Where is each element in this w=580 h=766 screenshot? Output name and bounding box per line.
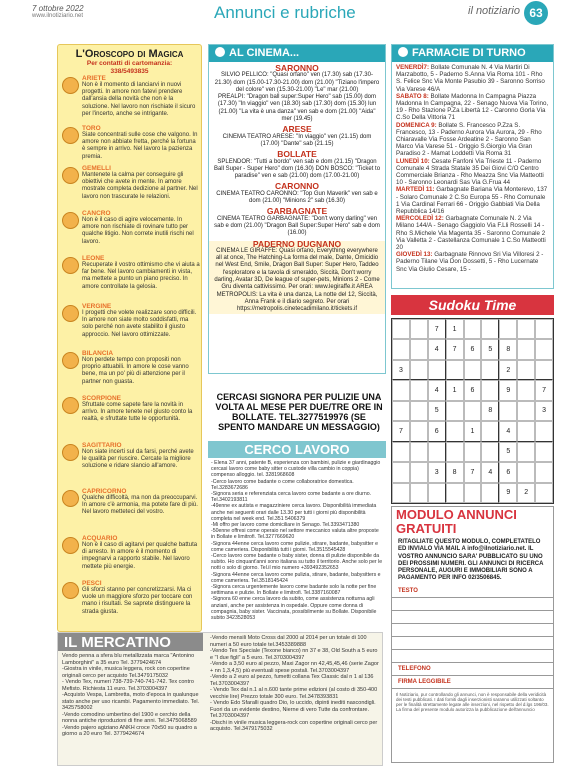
cinema-listing: CINEMA TEATRO GARBAGNATE: "Don't worry darling" ven sab e dom (21.00) "Dragon Ball Super:Super Hero" sab e dom (16.00) [214,215,380,237]
zodiac-icon [62,127,79,144]
sudoku-cell[interactable] [481,421,499,441]
horoscope-contact-phone: 338/5493835 [110,68,149,75]
sudoku-cell[interactable] [535,319,553,339]
cleaning-ad: CERCASI SIGNORA PER PULIZIE UNA VOLTA AL MESE PER DUE/TRE ORE IN BOLLATE. TEL.3277519976 (SE SPENTO MANDARE UN MESSAGGIO) [215,392,383,432]
sudoku-cell[interactable] [517,319,535,339]
horoscope-sign [62,125,200,161]
sudoku-cell[interactable]: 5 [499,442,517,462]
sudoku-cell[interactable]: 9 [499,380,517,400]
sudoku-cell[interactable] [446,401,464,421]
sign-name: TORO [82,125,101,132]
sudoku-cell[interactable]: 5 [428,401,446,421]
sudoku-cell[interactable] [446,442,464,462]
sudoku-cell[interactable]: 5 [481,339,499,359]
text-field-line[interactable] [392,611,553,624]
day-label: SABATO 8: [396,92,429,100]
sign-name: ARIETE [82,75,106,82]
day-pharmacies: Garbagnate Bariana Via Monterevo, 137 - Solaro Comunale 2 C.So Europa 55 - Rho Comunale 1 Via Cardinal Ferrari 66 - Origgio Gabbiati Via Della Repubblica 14/16 [396,186,548,216]
day-pharmacies: Cesate Fanfoni Via Trieste 11 - Paderno Comunale 4 Strada Statale 35 Dei Giovi C/O Centro Commerciale Brianza - Rho Meazza Snc Via Matteotti 10 - Saronno Leonardi Sas Via G.Frua 44 [396,157,544,187]
sign-text: Siate concentrati sulle cose che valgono. In amore non abbiate fretta, perché la fortuna è sempre in arrivo. Nel lavoro la pazienza premia. [82,132,198,160]
horoscope-sign [62,255,200,291]
phone-field-label[interactable]: TELEFONO [392,663,553,676]
sudoku-cell[interactable] [410,319,428,339]
sign-text: Sfruttate come sapete fare la novità in arrivo. In amore tenete nel giusto conto la realtà, e sfruttate tutte le opportunità. [82,402,193,423]
sudoku-cell[interactable] [410,380,428,400]
cinema-block [209,208,385,237]
sudoku-cell[interactable] [464,319,482,339]
marketplace-col-2: -Vendo mensili Moto Cross dal 2000 al 2014 per un totale di 100 numeri a 50 euro totale tel.3453389888 -Vendo Tex Speciale (Texone bianco) nn 37 e 38, Old South a 5 euro e "I due figli" a 5 euro. Tel.3703004397 -Vendo a 3,50 euro al pezzo, Maxi Zagor nn 42,45,45,46 (serie Zagor + nn 1,3,4,5) più eventuali spese postali. Tel.3703004397 -Vendo a 2 euro al pezzo, fumetti collana Tex Classic dal n 1 al 136 Tel.3703004397 - Vendo Tex dal n.1 al n.600 tante prime edizioni (al costo di 350-400 vecchie lire) Prezzo totale 300 euro. Tel.3478393831 - Vendo Edo Sfaralli quadro Dio, lo uccido, dipinti inediti nascondigli. Fuori da un evidente destino, Nierne di vero Tutte da confrontare. Tel.3703004397 -Dischi in vinile musica leggera-rock con copertine originali cerco per acquisto. Tel.3479175032 [210,635,379,732]
sudoku-cell[interactable] [446,421,464,441]
issue-date: 7 ottobre 2022 [32,4,84,13]
pharmacy-day [396,64,549,93]
sudoku-cell[interactable] [535,442,553,462]
sudoku-cell[interactable] [535,360,553,380]
sudoku-cell[interactable] [499,401,517,421]
horoscope-sign [62,535,200,571]
sudoku-cell[interactable]: 4 [499,421,517,441]
horoscope-sign [62,488,200,517]
zodiac-icon [62,352,79,369]
cinema-listing: CINEMA TEATRO CARONNO: "Top Gun Maverik" ven sab e dom (21.00) "Minions 2" sab (16.30) [216,190,378,205]
sign-text: Qualche difficoltà, ma non da preoccuparvi. In amore c'è armonia, ma potete fare di più. Nel lavoro metteteci del vostro. [82,495,198,516]
sudoku-cell[interactable]: 4 [481,462,499,482]
sudoku-cell[interactable]: 7 [428,319,446,339]
day-pharmacies: Bollate Comunale N. 4 Via Martiri Di Marzabotto, 5 - Paderno S.Anna Via Roma 101 - Rho S. Felice Snc Via Monte Pasubio 39 - Saronno Sorriso Via Varese 46/A [396,64,545,93]
sudoku-cell[interactable] [517,401,535,421]
sudoku-cell[interactable] [517,339,535,359]
horoscope-panel [57,44,202,632]
pharmacy-day [396,158,549,187]
horoscope-sign [62,165,200,201]
brand-name: il notiziario [468,5,520,17]
form-instructions: RITAGLIATE QUESTO MODULO, COMPLETATELO ED INVIALO VIA MAIL A info@ilnotiziario.net. IL VOSTRO ANNUNCIO SARA' PUBBLICATO SU UNO DEI PROSSIMI NUMERI. GLI ANNUNCI DI RICERCA PERSONALE, AUGURI E IMMOBILIARI SONO A PAGAMENTO PER INFO 02/3506845. [398,539,544,582]
text-field-line[interactable] [392,598,553,611]
sudoku-cell[interactable]: 6 [499,462,517,482]
sudoku-cell[interactable]: 1 [464,421,482,441]
sudoku-cell[interactable] [392,339,410,359]
marketplace-title: IL MERCATINO [58,633,203,651]
sudoku-cell[interactable]: 2 [517,483,535,503]
sudoku-cell[interactable] [517,360,535,380]
sudoku-cell[interactable] [464,483,482,503]
sudoku-cell[interactable] [392,401,410,421]
sign-text: Gli sforzi stanno per concretizzarsi. Ma ci vuole un maggiore sforzo per toccare con mano i risultati. Se saprete distinguere la strada giusta. [82,587,193,615]
sudoku-cell[interactable]: 6 [428,421,446,441]
sudoku-cell[interactable] [428,483,446,503]
sudoku-cell[interactable] [517,380,535,400]
pharmacy-cross-icon [398,47,408,57]
page-number: 63 [524,1,548,25]
pharmacy-day [396,93,549,122]
sign-text: Non è il momento di lanciarvi in nuovi progetti. In amore non fatevi prendere dall'ansia della novità che non è la soluzione. Nel lavoro non rischiate il sicuro per l'incerto, anche se intrigante. [82,82,196,117]
zodiac-icon [62,167,79,184]
sudoku-cell[interactable] [517,442,535,462]
sign-text: I progetti che volete realizzare sono difficili. In amore non siate molto soddisfatti, ma solo perché non avete stabilito il giusto approccio. Nel lavoro ottimizzate. [82,310,197,338]
page-header [0,0,580,44]
town-name: PADERNO DUGNANO [252,238,342,249]
sign-name: VERGINE [82,303,112,310]
horoscope-sign [62,350,200,386]
sudoku-cell[interactable] [410,401,428,421]
sudoku-cell[interactable] [464,442,482,462]
sudoku-cell[interactable] [392,380,410,400]
cinema-block [209,65,385,94]
site-url[interactable]: www.ilnotiziario.net [32,13,84,19]
sudoku-cell[interactable]: 9 [499,483,517,503]
day-pharmacies: Garbagnate Comunale N. 2 Via Milano 144/A - Senago Gaggiolo Via F.Lli Rosselli 14 - Rho S.Michele Via Magenta 35 - Saronno Comunale 2 Via Valletta 2 - Castellanza Comunale 1 C.So Matteotti 20 [396,215,546,252]
zodiac-icon [62,397,79,414]
sign-text: Non è il caso di agire velocemente. In amore non rischiate di rovinare tutto per qualche litigio. Non correte inutili rischi nel lavoro. [82,217,194,245]
sign-name: ACQUARIO [82,535,118,542]
sign-name: SCORPIONE [82,395,122,402]
horoscope-title: L'Oroscopo di Magica [75,48,184,60]
sudoku-cell[interactable]: 4 [428,339,446,359]
day-label: DOMENICA 9: [396,121,437,129]
sudoku-cell[interactable]: 7 [392,421,410,441]
horoscope-sign [62,75,200,118]
sudoku-cell[interactable] [464,360,482,380]
sign-name: PESCI [82,580,102,587]
day-label: VENERDÌ7: [396,64,430,71]
zodiac-icon [62,537,79,554]
sudoku-cell[interactable] [464,401,482,421]
sign-text: Recuperate il vostro ottimismo che vi aiuta a far bene. Nel lavoro cambiamenti in vista, ma mettete a punto un piano preciso. In amore controllate la gelosia. [82,262,200,290]
horoscope-sign [62,580,200,616]
sudoku-cell[interactable]: 7 [446,339,464,359]
zodiac-icon [62,582,79,599]
sudoku-cell[interactable] [535,483,553,503]
marketplace-section [57,632,383,766]
sudoku-cell[interactable] [481,319,499,339]
day-pharmacies: Garbagnate Rinnovo Sri Via Villoresi 2 - Paderno Tilane Via Don Dossetti, 5 - Rho Lucernate Snc Via Giulio Cesare, 15 - [396,251,544,273]
sudoku-cell[interactable] [428,360,446,380]
sudoku-cell[interactable]: 3 [535,401,553,421]
sudoku-cell[interactable] [535,421,553,441]
sudoku-cell[interactable]: 8 [481,401,499,421]
sudoku-cell[interactable] [410,421,428,441]
horoscope-sign [62,303,200,339]
job-listings: - Elena 37 anni, patente B, esperienza con bambini, pulizie e giardinaggio cercasi lavoro come baby sitter o custode villa cambio in coppia) compenso alloggio. tel. 3281968608 -Cerco lavoro come badante o come collaboratrice domestica. Tel.3283672686 -Signora seria e referenziata cerca lavoro come badante a ore diurno. Tel.3402193811 -49enne ex autista e magazziniere cerca lavoro. Disponibilità immediata anche nei seguenti orari dalle 13.30 per tutti i giorni più disponibilità completa nel week end. Tel.351 5406379 -Mi offro per lavoro come domiciliare in Senago. Tel.3393471380 -50enne offresi come operaio nel settore meccanico valuta altre proposte in Bollate e limitrofi. Tel.3277669620 -Signora 44enne cerca lavoro come pulizie, stirare, badante, babysitter e come cameriera. Disponibilità tutti i giorni. Tel.3515545428 -Cerco lavoro come badante o baby sister, donna di pulizie disponibile da subito. Ho cinquant'anni sono italiana su tutto il territorio. Anche solo per le notti o solo di giorno. Tel.il mio numero +393492352653 -Signora 44enne cerca lavoro come pulizia, stirare, badante, babysitters e come cameriera. Tel.3518145424 -Signora cerca urgentemente lavoro come badante solo la notte per fine settimana e pulizie. In Bollate e limitrofi. Tel.3387160087 -Signora 60 enne cerca lavoro da subito, come assistenza notturna agli anziani, anche per assistenza in ospedale. Oppure come donna di compagnia, baby sister. Vaccinata, possibilmente su Bollate. Disponibile subito 3423528053 [211,460,383,622]
sudoku-cell[interactable] [392,319,410,339]
sudoku-grid[interactable] [391,318,554,504]
town-name: GARBAGNATE [266,206,328,217]
sudoku-cell[interactable] [410,483,428,503]
zodiac-icon [62,77,79,94]
zodiac-icon [62,490,79,507]
form-title: MODULO ANNUNCI GRATUITI [396,507,517,536]
day-label: GIOVEDÌ 13: [396,251,433,259]
cinema-header [209,45,385,62]
cinema-block [209,151,385,180]
sudoku-cell[interactable] [446,360,464,380]
section-title: Annunci e rubriche [214,3,356,22]
text-field-line[interactable] [392,637,553,650]
zodiac-icon [62,257,79,274]
film-icon [215,47,225,57]
sudoku-cell[interactable] [410,462,428,482]
day-pharmacies: Bollate S. Francesco P.Zza S. Francesco, 13 - Paderno Aurora Via Aurora, 29 - Rho Chiaravalle Via Fosse Ardeatine 2 - Saronno San Marco Via Varese 51 - Origgio S.Giorgio Via Gran Paradiso 2 - Mamat Loddetti Via Roma 31 [396,121,542,158]
cinema-section [208,44,386,374]
sign-name: LEONE [82,255,105,262]
sudoku-cell[interactable] [481,380,499,400]
cinema-listing: CINEMA LE GIRAFFE: Quasi orfano, Everything everywhere all at once, The Hatching-La forma del male, Dante, Omicidio nel West End, Smile, Dragon Ball Super: Super Hero, Taddeo l'esploratore e la tavola di smeraldo, Siccità, Don't worry darling, Avatar 3D, De league of super-pets, Minions 2 - Come Gru diventa cattivissimo. Per orari: www.legiraffe.it AREA METROPOLIS: La vita è una danza, La notte del 12, Siccità, Anna Frank e il diario segreto. Per orari https://metropolis.cinetecadimilano.it/tickets.if [214,247,380,313]
sudoku-cell[interactable] [392,462,410,482]
job-section [208,441,386,629]
text-field-line[interactable] [392,624,553,637]
cinema-listing: SPLENDOR: "Tutti a bordo" ven sab e dom (21.15) "Dragon Ball Super - Super Hero" dom (16.30) DON BOSCO: "Ticket to paradise" ven e sab (21.00) dom (17.00-21.00) [213,158,381,180]
sudoku-cell[interactable]: 3 [392,360,410,380]
sudoku-cell[interactable]: 2 [499,360,517,380]
day-label: MARTEDÌ 11: [396,186,435,194]
sign-name: SAGITTARIO [82,442,122,449]
sudoku-cell[interactable] [535,339,553,359]
sudoku-cell[interactable] [410,442,428,462]
sign-name: GEMELLI [82,165,111,172]
form-disclaimer: Il Notiziario, pur controllando gli annunci, non è responsabile della veridicità dei testi pubblicati. I dati forniti dagli inserzionisti saranno utilizzati soltanto per le finalità strettamente legate alle inserzioni, nel rispetto del d.lgs 196/03. La firma del presente modulo autorizza la pubblicazione dell'annuncio [396,691,549,713]
day-pharmacies: Bollate Madonna In Campagna Piazza Madonna In Campagna, 22 - Senago Nuova Via Torino, 19 - Rho Stazione P.Za Libertà 12 - Caronno Gorla Via C.So Della Vittoria 71 [396,92,549,122]
sudoku-cell[interactable] [481,483,499,503]
marketplace-col-1: Vendo penna a sfera blu metallizzata marca "Antonino Lamborghini" a 35 euro Tel. 3779424674 -Giostra in vinile, musica leggera, rock con copertine originali cerco per acquisto Tel.3479175032 - Vendo Tex, numeri 738-739-740-741-742. Tex contro Mefisto. Richiesta 11 euro. Tel.3703004397 -Acquisto Vespa, Lambretta, moto d'epoca in qualunque stato anche per uso ricambi. Pagamento immediato. Tel. 3425758002 -Vendo comodino umbertino del 1900 e cerchio della nonna antiche riproduzioni di fine anni. Tel.3475068589 -Vendo pajero agiziano ANKH croce 70x50 su quadro a giorno a 20 euro Tel. 3779424674 [62,653,200,737]
sudoku-cell[interactable]: 8 [446,462,464,482]
cinema-listing: SILVIO PELLICO: "Quasi orfano" ven (17.30) sab (17.30-21.30) dom (15.00-17.30-21.00) dom (21.00) "Tiziano l'impero del colore" ven (15.30-21.00) "Le" mar (21.00) [214,72,380,93]
day-label: MERCOLEDÌ 12: [396,215,444,223]
sudoku-cell[interactable]: 6 [464,339,482,359]
pharmacy-day [396,186,549,215]
job-title: CERCO LAVORO [208,441,386,458]
town-name: SARONNO [275,63,319,73]
zodiac-icon [62,305,79,322]
town-name: BOLLATE [277,149,317,160]
pharmacy-list [392,62,553,275]
sudoku-section [391,295,554,506]
horoscope-sign [62,442,200,471]
pharmacy-section [391,44,554,289]
sudoku-cell[interactable] [446,483,464,503]
sudoku-cell[interactable] [499,319,517,339]
sudoku-title: Sudoku Time [391,295,554,315]
sudoku-cell[interactable] [410,339,428,359]
cinema-title: AL CINEMA... [229,47,300,59]
sign-name: CANCRO [82,210,111,217]
cinema-block [209,183,385,205]
pharmacy-header [392,45,553,62]
day-label: LUNEDÌ 10: [396,157,430,165]
sign-name: BILANCIA [82,350,114,357]
sign-text: Non siate incerti sul da farsi, perché avete le qualità per riuscire. Cercate la migliore soluzione e ridare slancio all'amore. [82,449,194,470]
pharmacy-day [396,122,549,158]
cinema-listing: PREALPI: "Dragon ball super:Super Hero" sab (15.00) dom (17.30) "In viaggio" ven (18.30) sab (17.30) dom (15.30) lun (21.00) "La vita è una danza" ven sab e dom (21.00) "Aida" mer (19.45) [217,94,377,123]
sign-text: Non perdete tempo con propositi non proprio attuabili. In amore le cose vanno bene, ma un po' più di attenzione per il partner non guasta. [82,357,189,385]
sign-name: CAPRICORNO [82,488,127,495]
sudoku-cell[interactable]: 7 [535,380,553,400]
sudoku-cell[interactable]: 7 [464,462,482,482]
zodiac-icon [62,444,79,461]
sudoku-cell[interactable] [517,421,535,441]
sudoku-cell[interactable]: 4 [428,380,446,400]
cinema-block [209,94,385,123]
zodiac-icon [62,212,79,229]
sudoku-cell[interactable] [392,442,410,462]
text-field-label: TESTO [392,585,553,598]
pharmacy-day [396,215,549,251]
sudoku-cell[interactable] [428,442,446,462]
sudoku-cell[interactable]: 3 [428,462,446,482]
pharmacy-day [396,251,549,273]
cinema-block [209,126,385,148]
sudoku-cell[interactable]: 1 [446,319,464,339]
sudoku-cell[interactable]: 8 [499,339,517,359]
pharmacy-title: FARMACIE DI TURNO [412,47,526,59]
sudoku-cell[interactable]: 6 [464,380,482,400]
horoscope-sign [62,395,200,424]
sudoku-cell[interactable] [392,483,410,503]
sudoku-cell[interactable] [535,462,553,482]
sign-text: Mantenete la calma per conseguire gli obiettivi che avete in mente. In amore mostrate completa dedizione al partner. Nel lavoro non trascurate le relazioni. [82,172,198,200]
free-ad-form [391,506,554,763]
cinema-block [209,238,385,314]
town-name: ARESE [282,124,312,135]
town-name: CARONNO [275,181,319,192]
horoscope-sign [62,210,200,246]
horoscope-contact-label: Per contatti di cartomanzia: [86,60,173,67]
sudoku-cell[interactable] [410,360,428,380]
text-field-line[interactable] [392,650,553,663]
sudoku-cell[interactable] [481,360,499,380]
cinema-listing: CINEMA TEATRO ARESE: "In viaggio" ven (21.15) dom (17.00) "Dante" sab (21.15) [222,133,372,147]
sudoku-cell[interactable]: 1 [446,380,464,400]
sudoku-cell[interactable] [481,442,499,462]
sudoku-cell[interactable] [517,462,535,482]
sign-text: Non è il caso di agitarvi per qualche battuta di arresto. In amore è il momento di impegnarvi a rapporto stabile. Nel lavoro mettete più energie. [82,542,198,570]
signature-field-label[interactable]: FIRMA LEGGIBILE [392,676,553,689]
